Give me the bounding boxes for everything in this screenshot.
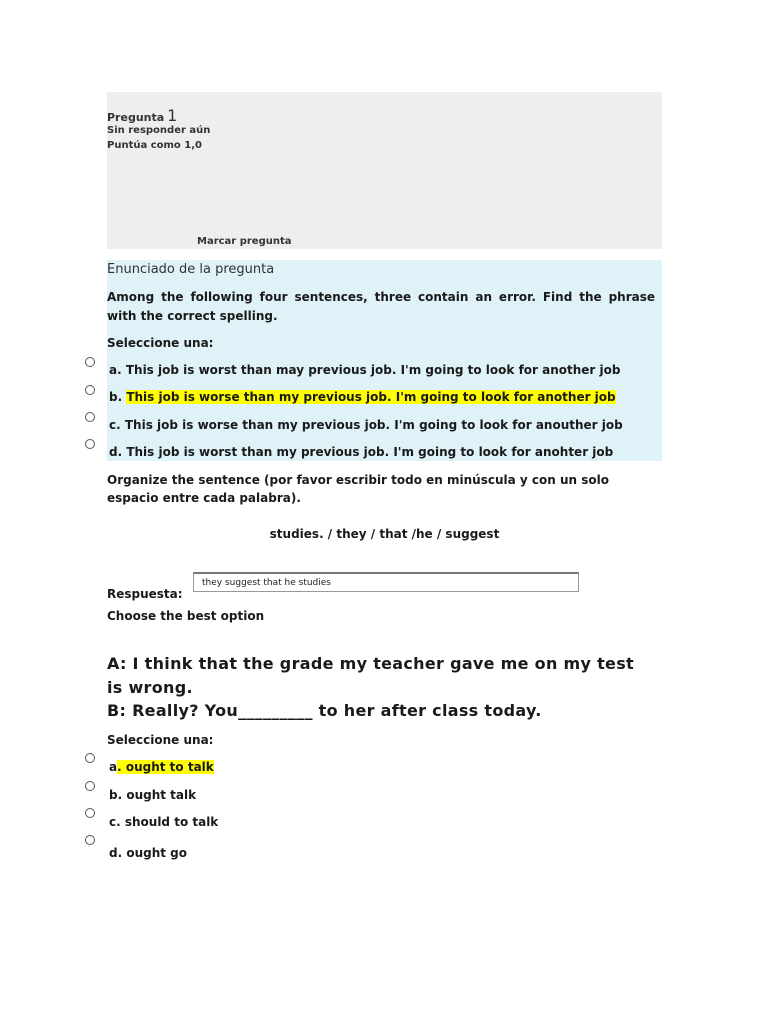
option-b-radio-2[interactable] bbox=[85, 781, 95, 791]
dialog-text bbox=[107, 652, 655, 723]
option-c-label-2[interactable]: c. should to talk bbox=[109, 815, 219, 829]
scrambled-words: studies. / they / that /he / suggest bbox=[269, 527, 500, 541]
dialog-line-b: B: Really? You_________ to her after class today. bbox=[107, 701, 542, 720]
highlighted-answer-2: . ought to talk bbox=[117, 760, 214, 774]
question-number: Pregunta 1 bbox=[107, 106, 178, 125]
option-d-radio-2[interactable] bbox=[85, 835, 95, 845]
question-text: Among the following four sentences, three contain an error. Find the phrase with the correct spelling. bbox=[107, 290, 655, 323]
flag-question-link[interactable]: Marcar pregunta bbox=[197, 236, 292, 247]
answer-label: Respuesta: bbox=[107, 587, 183, 601]
option-a-label-2[interactable]: a. ought to talk bbox=[109, 760, 214, 774]
option-a-label[interactable]: a. This job is worst than may previous job. I'm going to look for another job bbox=[109, 363, 621, 377]
select-one-label-2: Seleccione una: bbox=[107, 733, 214, 747]
option-c-radio-2[interactable] bbox=[85, 808, 95, 818]
highlighted-answer: This job is worse than my previous job. I'm going to look for another job bbox=[126, 390, 616, 404]
answer-input[interactable] bbox=[193, 572, 579, 592]
choose-instruction: Choose the best option bbox=[107, 609, 265, 623]
option-d-label[interactable]: d. This job is worst than my previous job. I'm going to look for anohter job bbox=[109, 445, 614, 459]
option-d-radio[interactable] bbox=[85, 439, 95, 449]
question-info-panel bbox=[107, 92, 662, 249]
option-b-label-2[interactable]: b. ought talk bbox=[109, 788, 197, 802]
option-a-radio[interactable] bbox=[85, 357, 95, 367]
organize-instruction: Organize the sentence (por favor escribir todo en minúscula y con un solo espacio entre cada palabra). bbox=[107, 473, 609, 505]
dialog-line-a: A: I think that the grade my teacher gave me on my test is wrong. bbox=[107, 654, 634, 697]
option-c-radio[interactable] bbox=[85, 412, 95, 422]
option-d-label-2[interactable]: d. ought go bbox=[109, 846, 187, 860]
question-state: Sin responder aún bbox=[107, 125, 211, 136]
select-one-label: Seleccione una: bbox=[107, 336, 214, 350]
option-a-radio-2[interactable] bbox=[85, 753, 95, 763]
option-c-label[interactable]: c. This job is worse than my previous job. I'm going to look for anouther job bbox=[109, 418, 623, 432]
option-b-radio[interactable] bbox=[85, 385, 95, 395]
option-b-label[interactable]: b. This job is worse than my previous job. I'm going to look for another job bbox=[109, 390, 616, 404]
question-heading: Enunciado de la pregunta bbox=[107, 262, 275, 277]
question-grade: Puntúa como 1,0 bbox=[107, 140, 202, 151]
